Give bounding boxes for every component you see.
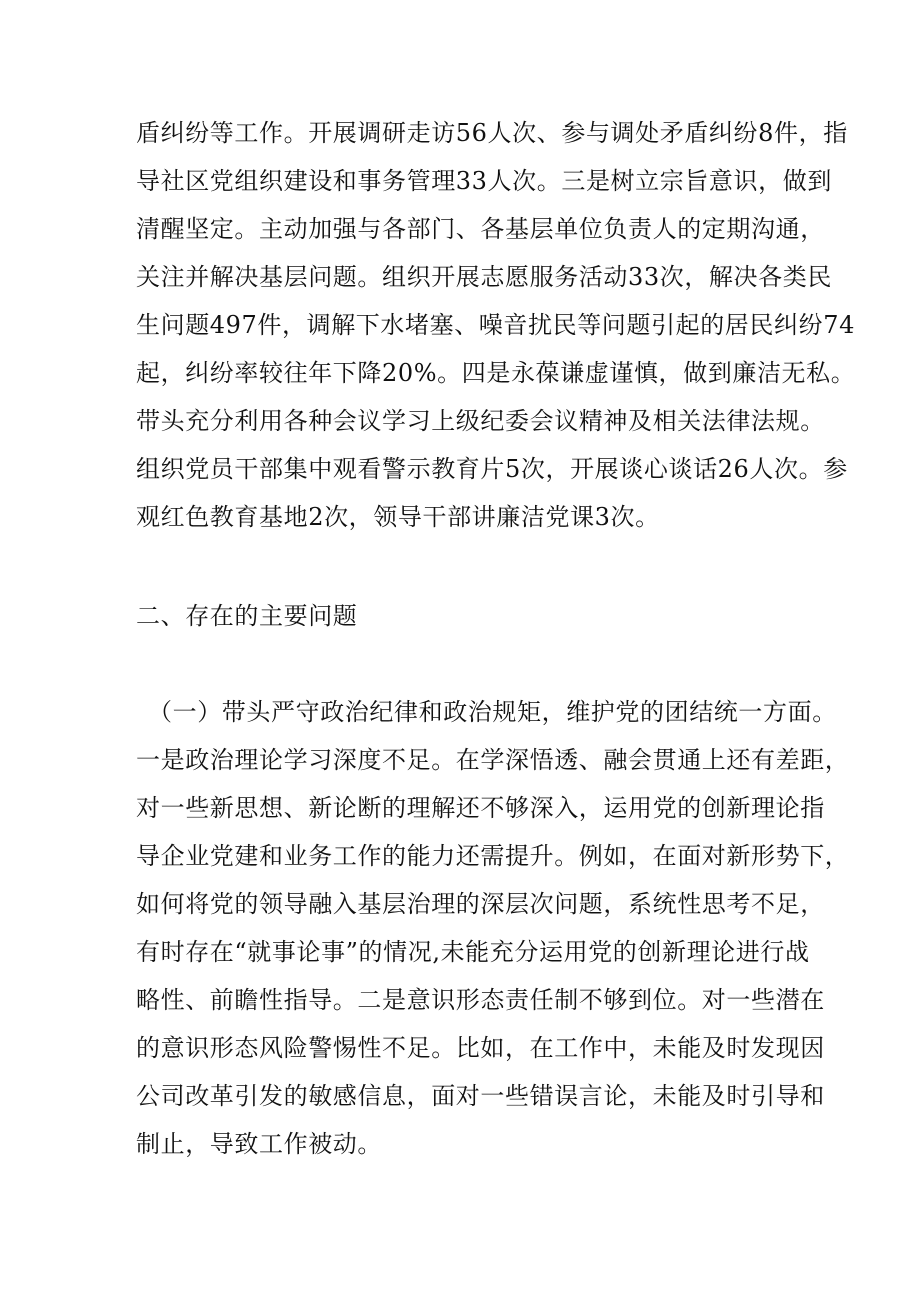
paragraph-2-line-9: 公司改革引发的敏感信息，面对一些错误言论，未能及时引导和 [136,1082,825,1110]
paragraph-2-line-5: 如何将党的领导融入基层治理的深层次问题，系统性思考不足， [136,890,825,918]
paragraph-1-line-2: 导社区党组织建设和事务管理33人次。三是树立宗旨意识，做到 [136,167,832,195]
paragraph-1-line-6: 起，纠纷率较往年下降20%。四是永葆谦虚谨慎，做到廉洁无私。 [136,359,856,387]
paragraph-2-line-6: 有时存在“就事论事”的情况,未能充分运用党的创新理论进行战 [136,938,810,966]
paragraph-1-line-7: 带头充分利用各种会议学习上级纪委会议精神及相关法律法规。 [136,407,825,435]
paragraph-2-line-3: 对一些新思想、新论断的理解还不够深入，运用党的创新理论指 [136,794,825,822]
paragraph-1-line-8: 组织党员干部集中观看警示教育片5次，开展谈心谈话26人次。参 [136,455,848,483]
section-heading: 二、存在的主要问题 [136,602,358,630]
paragraph-2-line-1: （一）带头严守政治纪律和政治规矩，维护党的团结统一方面。 [148,698,837,726]
paragraph-1-line-1: 盾纠纷等工作。开展调研走访56人次、参与调处矛盾纠纷8件，指 [136,119,848,147]
paragraph-1-line-3: 清醒坚定。主动加强与各部门、各基层单位负责人的定期沟通， [136,215,825,243]
paragraph-1-line-9: 观红色教育基地2次，领导干部讲廉洁党课3次。 [136,503,660,531]
paragraph-2-line-2: 一是政治理论学习深度不足。在学深悟透、融会贯通上还有差距， [136,746,850,774]
paragraph-1-line-5: 生问题497件，调解下水堵塞、噪音扰民等问题引起的居民纠纷74 [136,311,855,339]
paragraph-2-line-7: 略性、前瞻性指导。二是意识形态责任制不够到位。对一些潜在 [136,986,825,1014]
paragraph-2-line-10: 制止，导致工作被动。 [136,1130,382,1158]
paragraph-1-line-4: 关注并解决基层问题。组织开展志愿服务活动33次，解决各类民 [136,263,832,291]
paragraph-2-line-4: 导企业党建和业务工作的能力还需提升。例如，在面对新形势下， [136,842,850,870]
paragraph-2-line-8: 的意识形态风险警惕性不足。比如，在工作中，未能及时发现因 [136,1034,825,1062]
